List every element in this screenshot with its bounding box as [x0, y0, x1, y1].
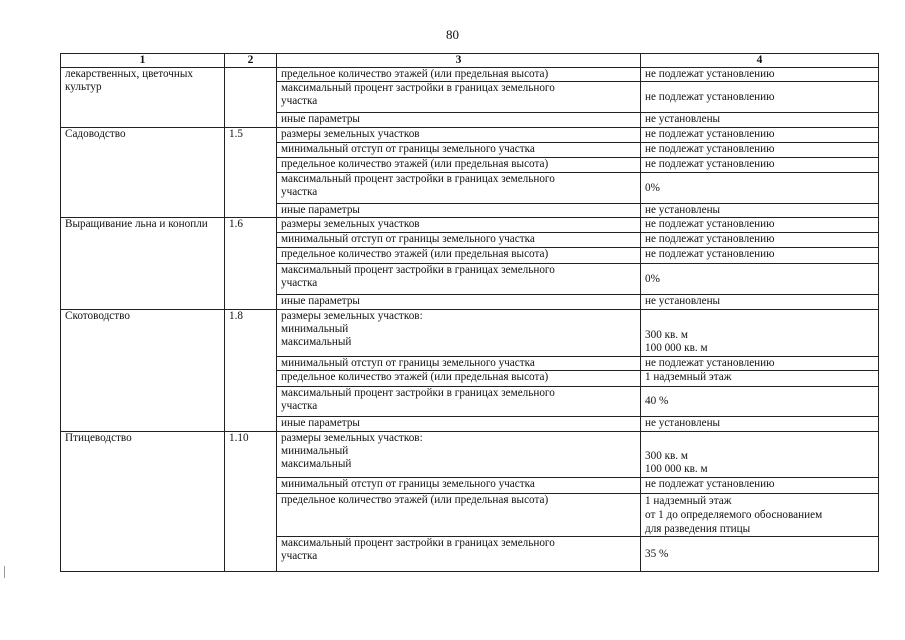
- value-text: от 1 до определяемого обоснованием: [645, 509, 823, 521]
- parameter-text: размеры земельных участков: [281, 128, 420, 140]
- parameter-text: размеры земельных участков: [281, 218, 420, 230]
- parameter-text: предельное количество этажей (или предельная высота): [281, 494, 549, 506]
- value-cell: [641, 128, 879, 143]
- parameter-text: максимальный процент застройки в границах земельного: [281, 537, 555, 549]
- value-text: не подлежат установлению: [645, 90, 775, 103]
- value-cell: [641, 173, 879, 204]
- value-text: не подлежат установлению: [645, 233, 775, 245]
- parameter-cell: [277, 387, 641, 417]
- value-cell: [641, 478, 879, 494]
- value-cell: [641, 387, 879, 417]
- value-cell: [641, 113, 879, 128]
- activity-code-cell: 1.8: [225, 310, 277, 432]
- activity-code-cell: [225, 68, 277, 128]
- parameter-text: минимальный отступ от границы земельного участка: [281, 143, 535, 155]
- parameter-text: максимальный процент застройки в границах земельного: [281, 82, 555, 94]
- value-text: не подлежат установлению: [645, 143, 775, 155]
- value-text: не подлежат установлению: [645, 218, 775, 230]
- parameter-cell: [277, 143, 641, 158]
- value-cell: [641, 264, 879, 295]
- table-row: [61, 432, 879, 478]
- parameter-cell: [277, 264, 641, 295]
- table-row: [61, 68, 879, 82]
- parameter-cell: [277, 371, 641, 387]
- value-cell: [641, 432, 879, 478]
- value-text: не подлежат установлению: [645, 158, 775, 170]
- parameter-cell: [277, 295, 641, 310]
- value-cell: [641, 248, 879, 264]
- value-text: не подлежат установлению: [645, 248, 775, 260]
- parameter-text: минимальный: [281, 323, 349, 335]
- parameter-cell: [277, 233, 641, 248]
- value-cell: [641, 158, 879, 173]
- value-cell: [641, 218, 879, 233]
- parameter-cell: [277, 68, 641, 82]
- activity-name-cell: Садоводство: [61, 128, 225, 218]
- value-cell: [641, 68, 879, 82]
- parameter-text: минимальный отступ от границы земельного участка: [281, 357, 535, 369]
- parameter-text: размеры земельных участков:: [281, 432, 423, 444]
- value-text: 1 надземный этаж: [645, 371, 732, 383]
- value-cell: [641, 371, 879, 387]
- parameter-text: участка: [281, 400, 318, 412]
- column-header: 1: [61, 54, 225, 68]
- value-text: 1 надземный этаж: [645, 495, 732, 507]
- parameter-cell: [277, 218, 641, 233]
- activity-code-cell: 1.10: [225, 432, 277, 572]
- value-cell: [641, 233, 879, 248]
- activity-name-cell: Выращивание льна и конопли: [61, 218, 225, 310]
- parameter-cell: [277, 204, 641, 218]
- parameter-cell: [277, 158, 641, 173]
- value-text: 100 000 кв. м: [645, 342, 708, 354]
- activity-code-cell: 1.6: [225, 218, 277, 310]
- value-text: не подлежат установлению: [645, 68, 775, 80]
- parameters-table: [60, 53, 879, 572]
- parameter-cell: [277, 113, 641, 128]
- value-text: не подлежат установлению: [645, 357, 775, 369]
- parameter-text: максимальный: [281, 336, 352, 348]
- parameter-text: размеры земельных участков:: [281, 310, 423, 322]
- page-number: 80: [446, 27, 459, 42]
- parameter-text: максимальный процент застройки в границах земельного: [281, 264, 555, 276]
- parameter-text: предельное количество этажей (или предельная высота): [281, 158, 549, 170]
- value-cell: [641, 82, 879, 113]
- parameter-text: участка: [281, 186, 318, 198]
- parameter-text: предельное количество этажей (или предельная высота): [281, 371, 549, 383]
- value-text: 0%: [645, 272, 660, 285]
- value-cell: [641, 295, 879, 310]
- parameter-cell: [277, 432, 641, 478]
- parameter-text: иные параметры: [281, 204, 360, 216]
- parameter-cell: [277, 478, 641, 494]
- table-row: [61, 218, 879, 233]
- value-cell: [641, 537, 879, 572]
- parameter-cell: [277, 248, 641, 264]
- parameter-text: минимальный отступ от границы земельного участка: [281, 478, 535, 490]
- parameter-text: максимальный: [281, 458, 352, 470]
- activity-name-cell: Скотоводство: [61, 310, 225, 432]
- parameter-cell: [277, 310, 641, 357]
- column-header: 2: [225, 54, 277, 68]
- column-header: 3: [277, 54, 641, 68]
- parameter-cell: [277, 537, 641, 572]
- parameter-cell: [277, 128, 641, 143]
- activity-name-cell: лекарственных, цветочных культур: [61, 68, 225, 128]
- scan-margin-mark: [4, 566, 11, 578]
- parameter-text: иные параметры: [281, 417, 360, 429]
- parameter-text: иные параметры: [281, 295, 360, 307]
- parameter-cell: [277, 357, 641, 371]
- parameter-text: участка: [281, 550, 318, 562]
- parameter-cell: [277, 417, 641, 432]
- value-text: не установлены: [645, 417, 721, 429]
- activity-name-cell: Птицеводство: [61, 432, 225, 572]
- value-text: не подлежат установлению: [645, 478, 775, 490]
- value-cell: [641, 143, 879, 158]
- table-row: [61, 310, 879, 357]
- value-text: не установлены: [645, 113, 721, 125]
- parameter-cell: [277, 173, 641, 204]
- table-header: [61, 54, 879, 68]
- parameter-text: иные параметры: [281, 113, 360, 125]
- parameter-text: максимальный процент застройки в границах земельного: [281, 387, 555, 399]
- value-text: не установлены: [645, 204, 721, 216]
- table-body: [61, 68, 879, 572]
- value-text: 0%: [645, 181, 660, 194]
- value-text: 40 %: [645, 395, 669, 407]
- value-text: 100 000 кв. м: [645, 463, 708, 475]
- value-cell: [641, 357, 879, 371]
- value-cell: [641, 417, 879, 432]
- parameter-cell: [277, 494, 641, 537]
- value-cell: [641, 494, 879, 537]
- value-text: не установлены: [645, 295, 721, 307]
- parameter-text: предельное количество этажей (или предельная высота): [281, 68, 549, 80]
- value-text: не подлежат установлению: [645, 128, 775, 140]
- table-row: [61, 128, 879, 143]
- value-text: 300 кв. м: [645, 450, 688, 462]
- value-text: 300 кв. м: [645, 329, 688, 341]
- parameter-text: участка: [281, 95, 318, 107]
- parameter-text: максимальный процент застройки в границах земельного: [281, 173, 555, 185]
- column-header: 4: [641, 54, 879, 68]
- parameter-text: участка: [281, 277, 318, 289]
- parameter-text: минимальный отступ от границы земельного участка: [281, 233, 535, 245]
- parameter-text: минимальный: [281, 445, 349, 457]
- value-cell: [641, 310, 879, 357]
- parameter-text: предельное количество этажей (или предельная высота): [281, 248, 549, 260]
- value-text: для разведения птицы: [645, 523, 751, 535]
- value-text: 35 %: [645, 547, 669, 560]
- activity-code-cell: 1.5: [225, 128, 277, 218]
- value-cell: [641, 204, 879, 218]
- parameter-cell: [277, 82, 641, 113]
